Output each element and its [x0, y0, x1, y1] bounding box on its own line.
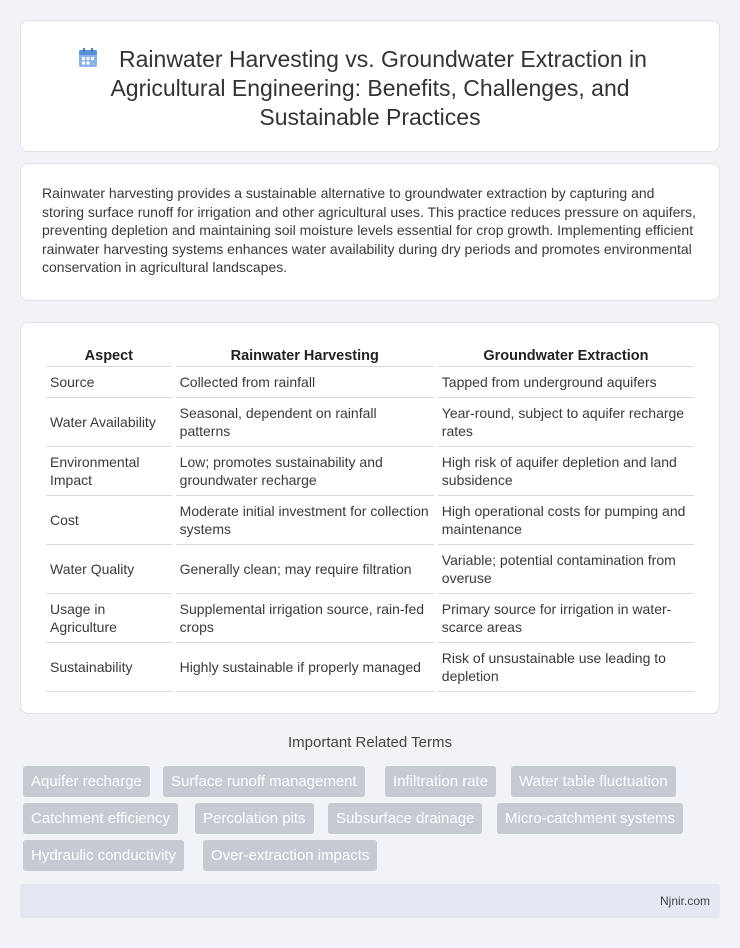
table-row	[46, 643, 694, 692]
cell-aspect: Sustainability	[46, 643, 172, 692]
related-terms-heading: Important Related Terms	[288, 734, 452, 751]
tag-micro-catchment-systems[interactable]: Micro-catchment systems	[497, 803, 683, 834]
cell-aspect: Usage in Agriculture	[46, 594, 172, 643]
cell-rainwater: Supplemental irrigation source, rain-fed crops	[176, 594, 434, 643]
intro-paragraph: Rainwater harvesting provides a sustainable alternative to groundwater extraction by capturing and storing surface runoff for irrigation and other agricultural uses. This practice reduces pressure on aquifers, preventing depletion and maintaining soil moisture levels essential for crop growth. Implementing efficient rainwater harvesting systems enhances water availability during dry periods and promotes environmental conservation in agricultural landscapes.	[42, 185, 696, 276]
title-card	[20, 20, 720, 152]
cell-groundwater: Variable; potential contamination from overuse	[438, 545, 694, 594]
cell-groundwater: High operational costs for pumping and maintenance	[438, 496, 694, 545]
tag-subsurface-drainage[interactable]: Subsurface drainage	[328, 803, 482, 834]
cell-rainwater: Collected from rainfall	[176, 367, 434, 398]
cell-groundwater: Tapped from underground aquifers	[438, 367, 694, 398]
tag-water-table-fluctuation[interactable]: Water table fluctuation	[511, 766, 676, 797]
comparison-table	[42, 345, 698, 692]
tag-hydraulic-conductivity[interactable]: Hydraulic conductivity	[23, 840, 184, 871]
cell-aspect: Source	[46, 367, 172, 398]
cell-groundwater: Risk of unsustainable use leading to depletion	[438, 643, 694, 692]
cell-aspect: Environmental Impact	[46, 447, 172, 496]
table-row	[46, 447, 694, 496]
header-rainwater-harvesting: Rainwater Harvesting	[176, 345, 434, 367]
footer-site-link[interactable]: Njnir.com	[659, 894, 710, 908]
cell-groundwater: High risk of aquifer depletion and land subsidence	[438, 447, 694, 496]
header-groundwater-extraction: Groundwater Extraction	[438, 345, 694, 367]
comparison-table-card	[20, 322, 720, 714]
table-row	[46, 545, 694, 594]
page-title: Rainwater Harvesting vs. Groundwater Extraction in Agricultural Engineering: Benefits, Challenges, and Sustainable Practices	[110, 46, 647, 130]
cell-aspect: Water Availability	[46, 398, 172, 447]
tag-surface-runoff-management[interactable]: Surface runoff management	[163, 766, 365, 797]
footer	[20, 884, 720, 918]
table-row	[46, 594, 694, 643]
cell-groundwater: Primary source for irrigation in water-scarce areas	[438, 594, 694, 643]
cell-rainwater: Seasonal, dependent on rainfall patterns	[176, 398, 434, 447]
tag-infiltration-rate[interactable]: Infiltration rate	[385, 766, 496, 797]
table-row	[46, 398, 694, 447]
header-aspect: Aspect	[46, 345, 172, 367]
tag-aquifer-recharge[interactable]: Aquifer recharge	[23, 766, 150, 797]
tag-catchment-efficiency[interactable]: Catchment efficiency	[23, 803, 178, 834]
tag-percolation-pits[interactable]: Percolation pits	[195, 803, 314, 834]
table-row	[46, 367, 694, 398]
table-row	[46, 496, 694, 545]
cell-rainwater: Generally clean; may require filtration	[176, 545, 434, 594]
cell-rainwater: Highly sustainable if properly managed	[176, 643, 434, 692]
cell-rainwater: Low; promotes sustainability and groundwater recharge	[176, 447, 434, 496]
cell-rainwater: Moderate initial investment for collection systems	[176, 496, 434, 545]
tag-over-extraction-impacts[interactable]: Over-extraction impacts	[203, 840, 377, 871]
cell-aspect: Cost	[46, 496, 172, 545]
cell-aspect: Water Quality	[46, 545, 172, 594]
intro-card	[20, 163, 720, 301]
cell-groundwater: Year-round, subject to aquifer recharge rates	[438, 398, 694, 447]
table-header-row	[46, 345, 694, 367]
